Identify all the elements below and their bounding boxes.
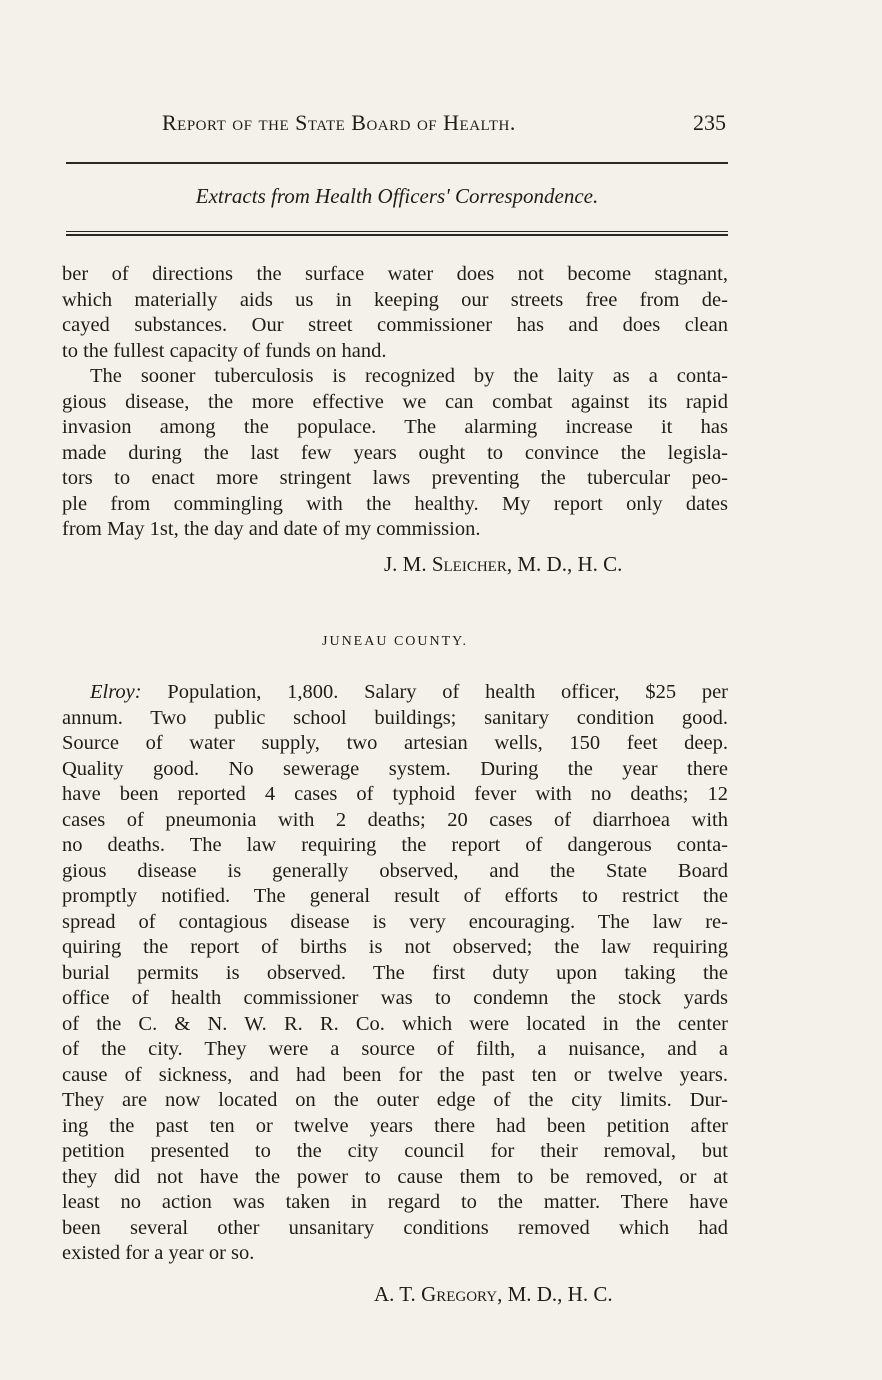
header-rule-bottom [66, 231, 728, 232]
signature-title: , M. D., H. C. [497, 1282, 613, 1306]
signature-gregory [374, 1282, 613, 1307]
signature-name: J. M. Sleicher [384, 552, 507, 576]
text-line-first [62, 680, 728, 706]
text-line: They are now located on the outer edge of the city limits. Dur- [62, 1089, 728, 1111]
text-line: from May 1st, the day and date of my commission. [62, 518, 481, 540]
text-line: petition presented to the city council for their removal, but [62, 1140, 728, 1162]
text-line: cayed substances. Our street commissioner has and does clean [62, 314, 728, 336]
section-title: Extracts from Health Officers' Correspondence. [195, 184, 599, 208]
text-line: have been reported 4 cases of typhoid fever with no deaths; 12 [62, 783, 728, 805]
text-line: least no action was taken in regard to the matter. There have [62, 1191, 728, 1213]
text-line: annum. Two public school buildings; sanitary condition good. [62, 706, 728, 729]
text-line: no deaths. The law requiring the report of dangerous conta- [62, 834, 728, 856]
text-line: gious disease is generally observed, and the State Board [62, 859, 728, 882]
elroy-report [62, 680, 728, 1267]
text-line: tors to enact more stringent laws preventing the tubercular peo- [62, 467, 728, 489]
text-line: invasion among the populace. The alarming increase it has [62, 416, 728, 438]
signature-sleicher [384, 552, 622, 577]
text-line: burial permits is observed. The first duty upon taking the [62, 961, 728, 984]
signature-initials: A. T. [374, 1282, 422, 1306]
text-line: ple from commingling with the healthy. My report only dates [62, 492, 728, 515]
text-line: Source of water supply, two artesian wells, 150 feet deep. [62, 732, 728, 754]
text-line: which materially aids us in keeping our streets free from de- [62, 288, 728, 311]
signature-title: , M. D., H. C. [506, 552, 623, 576]
header-rule-bottom-thick [66, 234, 728, 236]
page-number: 235 [693, 110, 726, 135]
text-line: promptly notified. The general result of efforts to restrict the [62, 885, 728, 907]
text-line: existed for a year or so. [62, 1242, 255, 1264]
text-line: of the city. They were a source of filth, a nuisance, and a [62, 1038, 728, 1060]
signature-name: Gregory [421, 1282, 498, 1306]
page-header [60, 110, 730, 142]
text-line: The sooner tuberculosis is recognized by the laity as a conta- [90, 365, 728, 387]
text-line: gious disease, the more effective we can combat against its rapid [62, 390, 728, 413]
text-line: cause of sickness, and had been for the past ten or twelve years. [62, 1063, 728, 1086]
text-line: spread of contagious disease is very encouraging. The law re- [62, 910, 728, 933]
text-line: quiring the report of births is not observed; the law requiring [62, 936, 728, 958]
text-line: office of health commissioner was to condemn the stock yards [62, 987, 728, 1009]
text-line: made during the last few years ought to convince the legisla- [62, 441, 728, 464]
text-line: Quality good. No sewerage system. During the year there [62, 757, 728, 780]
place-name: Elroy: [90, 681, 142, 703]
text-line: they did not have the power to cause them to be removed, or at [62, 1165, 728, 1188]
county-heading: JUNEAU COUNTY. [322, 634, 468, 649]
text-line-rest: Population, 1,800. Salary of health officer, $25 per [167, 681, 729, 703]
text-line: of the C. & N. W. R. R. Co. which were located in the center [62, 1012, 728, 1035]
running-head: Report of the State Board of Health. [162, 110, 516, 135]
text-line: ing the past ten or twelve years there had been petition after [62, 1114, 728, 1137]
text-line: ber of directions the surface water does not become stagnant, [62, 263, 728, 285]
text-line: been several other unsanitary conditions removed which had [62, 1216, 728, 1239]
text-line: to the fullest capacity of funds on hand. [62, 339, 387, 362]
text-line: cases of pneumonia with 2 deaths; 20 cases of diarrhoea with [62, 808, 728, 831]
header-rule-top [66, 162, 728, 164]
letter-continuation [62, 262, 728, 543]
